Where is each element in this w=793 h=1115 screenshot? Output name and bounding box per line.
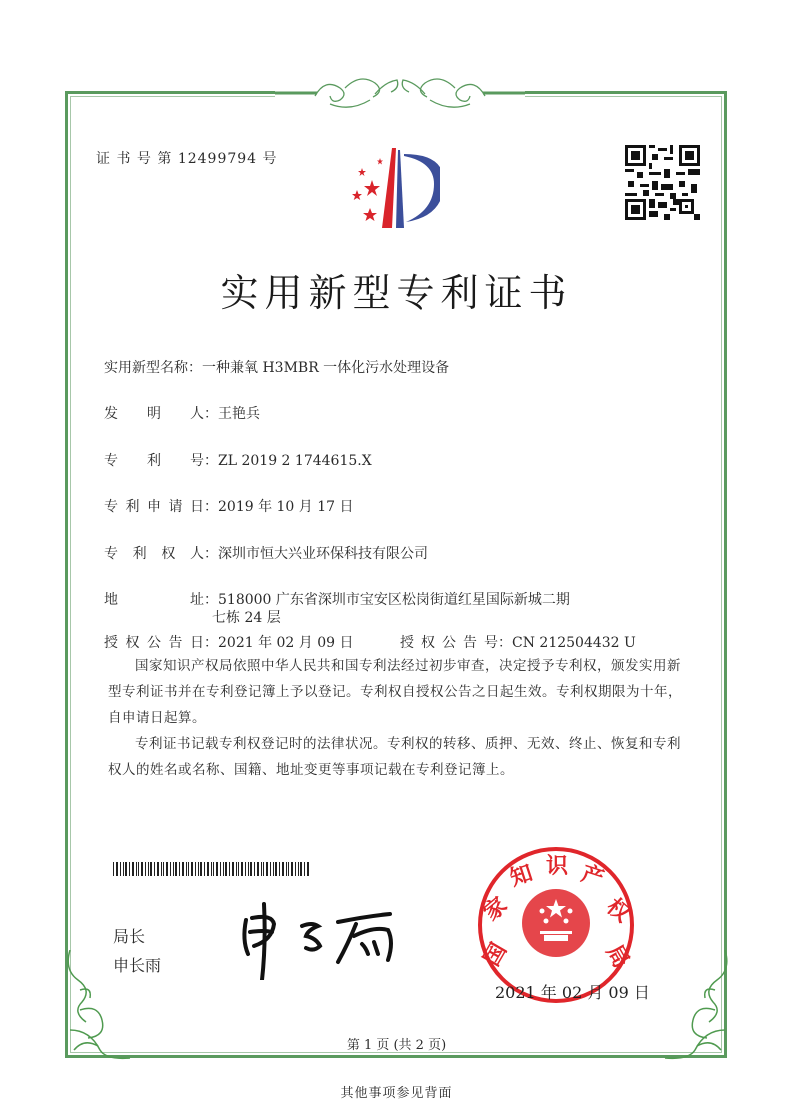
certificate-number-label: 证 书 号 第 [96,151,173,167]
utility-model-name-value: 一种兼氧 H3MBR 一体化污水处理设备 [202,360,450,376]
address-value-line2: 七栋 24 层 [212,610,281,626]
svg-text:国: 国 [479,939,513,971]
grant-announcement-date-field: 授 权 公 告 日 ：2021 年 02 月 09 日 [104,632,354,652]
application-date-label: 专 利 申 请 日 [104,499,204,515]
svg-text:局: 局 [600,940,634,973]
svg-text:知: 知 [507,860,536,892]
inventor-label: 发 明 人 [104,406,204,422]
address-field: 地 址 ：518000 广东省深圳市宝安区松岗街道红星国际新城二期 [104,589,570,609]
svg-text:家: 家 [479,892,513,927]
seal-date: 2021 年 02 月 09 日 [495,983,650,1002]
inventor-value: 王艳兵 [218,406,260,422]
page-title: 实用新型专利证书 [220,271,573,315]
barcode-icon [113,862,309,876]
inventor-field: 发 明 人 ：王艳兵 [104,403,260,423]
patent-number-label: 专 利 号 [104,453,204,469]
patentee-field: 专 利 权 人 ：深圳市恒大兴业环保科技有限公司 [104,543,428,563]
svg-text:产: 产 [578,861,607,893]
utility-model-name-field [104,357,449,377]
top-ornament-icon [275,66,525,112]
paragraph-grant-statement: 国家知识产权局依照中华人民共和国专利法经过初步审查，决定授予专利权，颁发实用新型专利证书并在专利登记簿上予以登记。专利权自授权公告之日起生效。专利权期限为十年，自申请日起算。 [108,658,682,726]
patentee-label: 专 利 权 人 [104,546,204,562]
patentee-value: 深圳市恒大兴业环保科技有限公司 [218,546,428,562]
signature-icon [238,900,408,980]
paragraph-legal-status: 专利证书记载专利权登记时的法律状况。专利权的转移、质押、无效、终止、恢复和专利权人的姓名或名称、国籍、地址变更等事项记载在专利登记簿上。 [108,736,681,778]
certificate-number-value: 12499794 [177,151,258,167]
grant-announcement-number-label: 授 权 公 告 号 [400,635,498,651]
utility-model-name-label: 实用新型名称： [104,360,202,376]
director-name: 申长雨 [113,956,162,975]
certificate-number-suffix: 号 [262,151,278,167]
grant-announcement-number-value: CN 212504432 U [512,635,636,651]
grant-announcement-date-value: 2021 年 02 月 09 日 [218,635,354,651]
patent-number-field: 专 利 号 ：ZL 2019 2 1744615.X [104,450,372,470]
certificate-number [96,148,278,168]
cnipa-logo-icon [340,140,440,235]
address-label: 地 址 [104,592,204,608]
grant-announcement-date-label: 授 权 公 告 日 [104,635,204,651]
patent-number-value: ZL 2019 2 1744615.X [218,453,372,469]
back-note: 其他事项参见背面 [340,1086,453,1101]
director-title: 局长 [113,927,146,946]
svg-text:权: 权 [601,894,635,928]
address-value-line1: 518000 广东省深圳市宝安区松岗街道红星国际新城二期 [218,592,570,608]
svg-text:识: 识 [546,854,569,879]
page-number: 第 1 页 (共 2 页) [346,1038,447,1053]
qr-code-icon [625,145,700,220]
application-date-value: 2019 年 10 月 17 日 [218,499,354,515]
application-date-field: 专 利 申 请 日 ：2019 年 10 月 17 日 [104,496,354,516]
grant-announcement-number-field: 授 权 公 告 号 ：CN 212504432 U [400,632,636,652]
